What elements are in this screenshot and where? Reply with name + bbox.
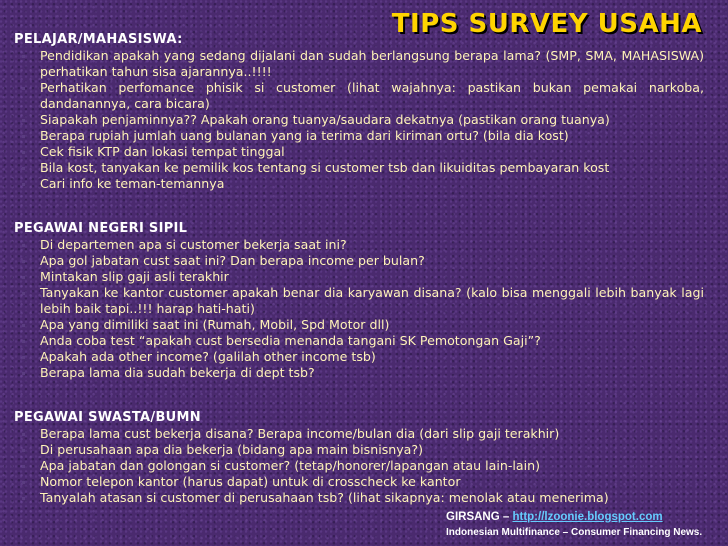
list-item: Tanyakan ke kantor customer apakah benar dia karyawan disana? (kalo bisa menggali lebih banyak lagi lebih baik tapi..!!! harap hati-hati) xyxy=(40,285,704,316)
list-item: Bila kost, tanyakan ke pemilik kos tentang si customer tsb dan likuiditas pembayaran kost xyxy=(40,160,704,176)
list-item: Perhatikan perfomance phisik si customer (lihat wajahnya: pastikan bukan pemakai narkoba, dandanannya, cara bicara) xyxy=(40,80,704,111)
list-item: Di departemen apa si customer bekerja saat ini? xyxy=(40,237,704,253)
list-item: Apa gol jabatan cust saat ini? Dan berapa income per bulan? xyxy=(40,253,704,269)
bullet-list xyxy=(14,237,704,381)
footer-author: GIRSANG – xyxy=(446,511,513,523)
list-item: Anda coba test “apakah cust bersedia menanda tangani SK Pemotongan Gaji”? xyxy=(40,333,704,349)
list-item: Berapa lama cust bekerja disana? Berapa income/bulan dia (dari slip gaji terakhir) xyxy=(40,426,704,442)
section-heading: PEGAWAI SWASTA/BUMN xyxy=(14,410,201,425)
bullet-list xyxy=(14,48,704,192)
footer xyxy=(446,510,726,540)
list-item: Cek fisik KTP dan lokasi tempat tinggal xyxy=(40,144,704,160)
footer-subtitle: Indonesian Multifinance – Consumer Financing News. xyxy=(446,527,703,538)
footer-credit xyxy=(446,510,726,525)
list-item: Di perusahaan apa dia bekerja (bidang apa main bisnisnya?) xyxy=(40,442,704,458)
section-pelajar xyxy=(14,32,704,192)
list-item: Apa jabatan dan golongan si customer? (tetap/honorer/lapangan atau lain-lain) xyxy=(40,458,704,474)
section-swasta xyxy=(14,410,704,506)
list-item: Siapakah penjaminnya?? Apakah orang tuanya/saudara dekatnya (pastikan orang tuanya) xyxy=(40,112,704,128)
section-heading: PEGAWAI NEGERI SIPIL xyxy=(14,221,188,236)
list-item: Berapa lama dia sudah bekerja di dept tsb? xyxy=(40,365,704,381)
blog-link[interactable]: http://lzoonie.blogspot.com xyxy=(512,511,663,523)
slide-title: TIPS SURVEY USAHA xyxy=(391,9,702,39)
list-item: Berapa rupiah jumlah uang bulanan yang ia terima dari kiriman ortu? (bila dia kost) xyxy=(40,128,704,144)
list-item: Apakah ada other income? (galilah other income tsb) xyxy=(40,349,704,365)
list-item: Pendidikan apakah yang sedang dijalani dan sudah berlangsung berapa lama? (SMP, SMA, MAHASISWA) perhatikan tahun sisa ajarannya..!!!! xyxy=(40,48,704,79)
list-item: Mintakan slip gaji asli terakhir xyxy=(40,269,704,285)
list-item: Apa yang dimiliki saat ini (Rumah, Mobil, Spd Motor dll) xyxy=(40,317,704,333)
list-item: Tanyalah atasan si customer di perusahaan tsb? (lihat sikapnya: menolak atau menerima) xyxy=(40,490,704,506)
section-heading: PELAJAR/MAHASISWA: xyxy=(14,32,183,47)
list-item: Cari info ke teman-temannya xyxy=(40,176,704,192)
list-item: Nomor telepon kantor (harus dapat) untuk di crosscheck ke kantor xyxy=(40,474,704,490)
section-pns xyxy=(14,221,704,381)
bullet-list xyxy=(14,426,704,506)
